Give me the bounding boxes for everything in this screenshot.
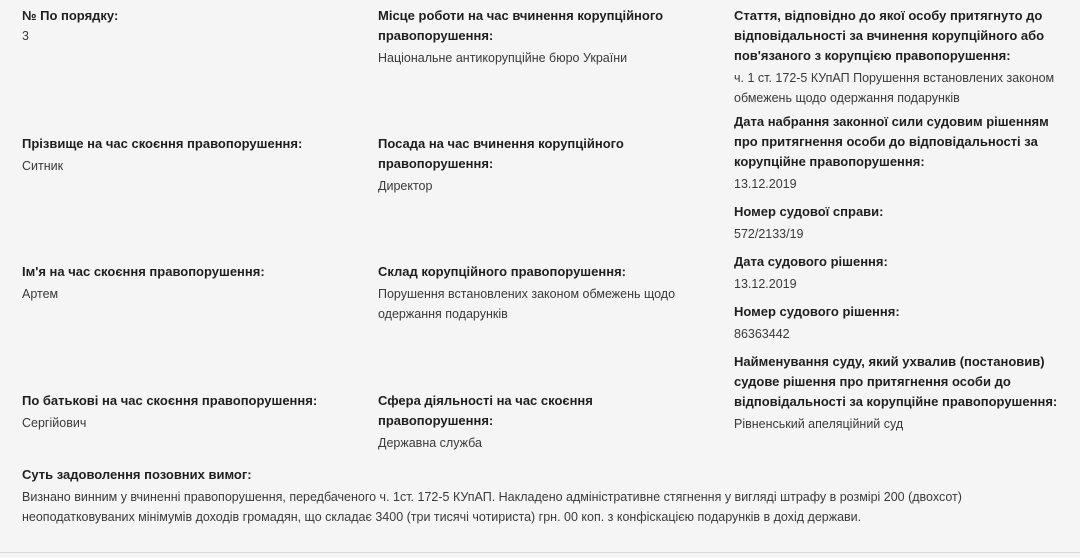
decision-date-value: 13.12.2019 [734,277,797,291]
workplace-value: Національне антикорупційне бюро України [378,51,628,65]
field-order [22,6,352,46]
effective-date-label: Дата набрання законної сили судовим рішенням про притягнення особи до відповідальності за корупційне правопорушення: [734,114,1049,169]
article-label: Стаття, відповідно до якої особу притягнуто до відповідальності за вчинення корупційного або пов'язаного з корупцією правопорушення: [734,8,1045,63]
name-label: Ім'я на час скоєння правопорушення: [22,264,265,279]
workplace-label: Місце роботи на час вчинення корупційного правопорушення: [378,8,664,43]
sphere-label: Сфера діяльності на час скоєння правопорушення: [378,393,593,428]
case-number-value: 572/2133/19 [734,227,804,241]
field-effective-date [734,112,1064,194]
position-label: Посада на час вчинення корупційного правопорушення: [378,136,624,171]
surname-value: Ситник [22,159,64,173]
field-name [22,262,352,304]
position-value: Директор [378,179,433,193]
decision-date-label: Дата судового рішення: [734,254,888,269]
claim-essence-label: Суть задоволення позовних вимог: [22,467,252,482]
field-article [734,6,1064,108]
field-composition [378,262,703,324]
composition-value: Порушення встановлених законом обмежень щодо одержання подарунків [378,287,676,321]
field-surname [22,134,352,176]
field-decision-number [734,302,1064,344]
article-value: ч. 1 ст. 172-5 КУпАП Порушення встановлених законом обмежень щодо одержання подарунків [734,71,1055,105]
name-value: Артем [22,287,59,301]
field-position [378,134,703,196]
sphere-value: Державна служба [378,436,482,450]
divider [0,552,1080,553]
decision-number-value: 86363442 [734,327,790,341]
order-label: № По порядку: [22,8,119,23]
field-claim-essence [22,465,1062,527]
effective-date-value: 13.12.2019 [734,177,797,191]
surname-label: Прізвище на час скоєння правопорушення: [22,136,303,151]
order-value: 3 [22,29,29,43]
patronymic-label: По батькові на час скоєння правопорушення: [22,393,318,408]
court-value: Рівненський апеляційний суд [734,417,904,431]
field-case-number [734,202,1064,244]
case-number-label: Номер судової справи: [734,204,884,219]
field-sphere [378,391,703,453]
patronymic-value: Сергійович [22,416,87,430]
claim-essence-value: Визнано винним у вчиненні правопорушення, передбаченого ч. 1ст. 172-5 КУпАП. Накладено адміністративне стягнення у вигляді штрафу в розмірі 200 (двохсот) неоподатковуваних мінімумів доходів громадян, що складає 3400 (три тисячі чотириста) грн. 00 коп. з конфіскацією подарунків в дохід держави. [22,490,962,524]
field-workplace [378,6,703,68]
court-label: Найменування суду, який ухвалив (постановив) судове рішення про притягнення особи до відповідальності за корупційне правопорушення: [734,354,1058,409]
decision-number-label: Номер судового рішення: [734,304,900,319]
composition-label: Склад корупційного правопорушення: [378,264,626,279]
field-court [734,352,1064,434]
field-patronymic [22,391,352,433]
field-decision-date [734,252,1064,294]
